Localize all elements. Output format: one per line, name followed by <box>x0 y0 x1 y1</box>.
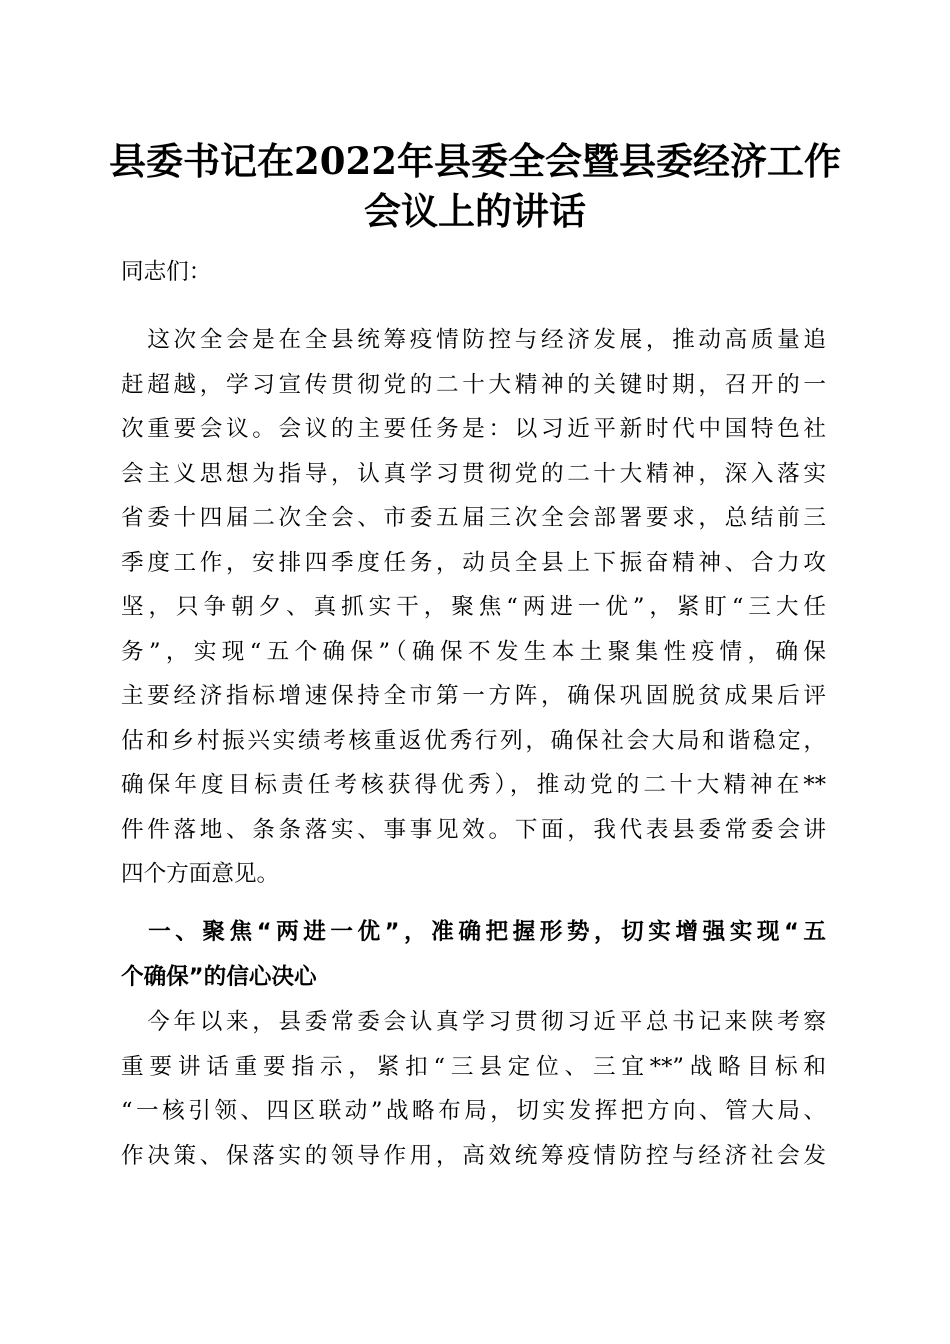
paragraph-line: 今年以来，县委常委会认真学习贯彻习近平总书记来陕考察 <box>121 1009 826 1035</box>
paragraph-line: 次重要会议。会议的主要任务是：以习近平新时代中国特色社 <box>121 416 826 442</box>
paragraph-line: 季度工作，安排四季度任务，动员全县上下振奋精神、合力攻 <box>121 549 826 576</box>
paragraph-opening <box>121 318 826 897</box>
document-title-line-2: 会议上的讲话 <box>364 189 586 233</box>
salutation: 同志们： <box>121 259 212 285</box>
paragraph-line: 件件落地、条条落实、事事见效。下面，我代表县委常委会讲 <box>121 816 826 843</box>
section-heading-1 <box>121 910 826 999</box>
heading-line: 个确保”的信心决心 <box>121 963 317 990</box>
paragraph-line: 主要经济指标增速保持全市第一方阵，确保巩固脱贫成果后评 <box>121 683 826 709</box>
document-title-line-1: 县委书记在2022年县委全会暨县委经济工作 <box>109 139 841 183</box>
paragraph-line: 这次全会是在全县统筹疫情防控与经济发展，推动高质量追 <box>121 327 826 353</box>
paragraph-line: 赶超越，学习宣传贯彻党的二十大精神的关键时期，召开的一 <box>121 371 826 398</box>
paragraph-line: 坚，只争朝夕、真抓实干，聚焦“两进一优”，紧盯“三大任 <box>121 594 826 620</box>
paragraph-line: 省委十四届二次全会、市委五届三次全会部署要求，总结前三 <box>121 505 826 531</box>
paragraph-section-1 <box>121 1000 826 1178</box>
paragraph-line: 会主义思想为指导，认真学习贯彻党的二十大精神，深入落实 <box>121 460 826 487</box>
paragraph-line: 重要讲话重要指示，紧扣“三县定位、三宜**”战略目标和 <box>121 1053 826 1080</box>
paragraph-line: 作决策、保落实的领导作用，高效统筹疫情防控与经济社会发 <box>121 1142 826 1169</box>
paragraph-line: 估和乡村振兴实绩考核重返优秀行列，确保社会大局和谐稳定， <box>121 727 826 754</box>
paragraph-line: 确保年度目标责任考核获得优秀），推动党的二十大精神在** <box>121 772 826 798</box>
paragraph-line: 务”，实现“五个确保”（确保不发生本土聚集性疫情，确保 <box>121 638 826 665</box>
paragraph-line: “一核引领、四区联动”战略布局，切实发挥把方向、管大局、 <box>121 1098 826 1124</box>
paragraph-line: 四个方面意见。 <box>121 861 280 887</box>
heading-line: 一、聚焦“两进一优”，准确把握形势，切实增强实现“五 <box>121 919 826 945</box>
